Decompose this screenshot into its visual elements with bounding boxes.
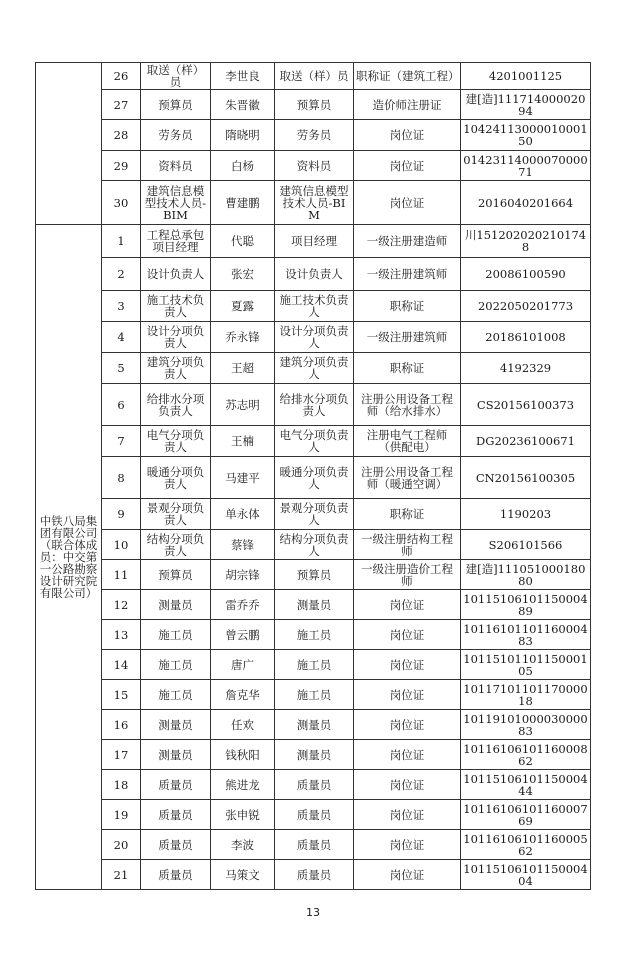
certificate-number-cell: 1011510610115000444 <box>461 770 591 800</box>
certificate-number-cell: 2022050201773 <box>461 291 591 322</box>
row-number-cell: 8 <box>102 457 141 499</box>
table-row <box>36 710 591 740</box>
certificate-number-cell: 0142311400007000071 <box>461 151 591 181</box>
post-cell: 质量员 <box>275 830 354 860</box>
certificate-number-cell: 建[造]11171400002094 <box>461 90 591 120</box>
person-name-cell: 苏志明 <box>211 384 275 426</box>
position-cell: 质量员 <box>141 830 211 860</box>
page-number: 13 <box>306 906 320 919</box>
row-number-cell: 10 <box>102 530 141 560</box>
position-cell: 设计分项负责人 <box>141 322 211 353</box>
certificate-number-cell: S206101566 <box>461 530 591 560</box>
person-name-cell: 李世良 <box>211 63 275 90</box>
company-cell <box>36 63 102 225</box>
person-name-cell: 张宏 <box>211 258 275 291</box>
certificate-type-cell: 岗位证 <box>354 151 461 181</box>
person-name-cell: 曾云鹏 <box>211 620 275 650</box>
row-number-cell: 12 <box>102 590 141 620</box>
position-cell: 质量员 <box>141 860 211 890</box>
person-name-cell: 詹克华 <box>211 680 275 710</box>
position-cell: 劳务员 <box>141 120 211 151</box>
certificate-number-cell: 建[造]11105100018080 <box>461 560 591 590</box>
personnel-table <box>35 62 591 890</box>
post-cell: 质量员 <box>275 860 354 890</box>
table-row <box>36 63 591 90</box>
row-number-cell: 3 <box>102 291 141 322</box>
row-number-cell: 9 <box>102 499 141 530</box>
post-cell: 景观分项负责人 <box>275 499 354 530</box>
certificate-type-cell: 注册公用设备工程师（暖通空调） <box>354 457 461 499</box>
certificate-type-cell: 一级注册造价工程师 <box>354 560 461 590</box>
person-name-cell: 王楠 <box>211 426 275 457</box>
post-cell: 建筑分项负责人 <box>275 353 354 384</box>
row-number-cell: 13 <box>102 620 141 650</box>
certificate-number-cell: CS20156100373 <box>461 384 591 426</box>
post-cell: 项目经理 <box>275 225 354 258</box>
table-row <box>36 151 591 181</box>
certificate-type-cell: 岗位证 <box>354 590 461 620</box>
position-cell: 测量员 <box>141 740 211 770</box>
position-cell: 建筑信息模型技术人员-BIM <box>141 181 211 225</box>
certificate-type-cell: 岗位证 <box>354 650 461 680</box>
row-number-cell: 29 <box>102 151 141 181</box>
row-number-cell: 5 <box>102 353 141 384</box>
row-number-cell: 21 <box>102 860 141 890</box>
post-cell: 施工技术负责人 <box>275 291 354 322</box>
position-cell: 施工技术负责人 <box>141 291 211 322</box>
certificate-number-cell: 101151061011500048​9 <box>461 590 591 620</box>
post-cell: 质量员 <box>275 800 354 830</box>
post-cell: 测量员 <box>275 710 354 740</box>
person-name-cell: 蔡锋 <box>211 530 275 560</box>
post-cell: 暖通分项负责人 <box>275 457 354 499</box>
certificate-number-cell: 2016040201664 <box>461 181 591 225</box>
position-cell: 工程总承包项目经理 <box>141 225 211 258</box>
certificate-number-cell: 1011610110116000483 <box>461 620 591 650</box>
post-cell: 取送（样）员 <box>275 63 354 90</box>
person-name-cell: 代聪 <box>211 225 275 258</box>
row-number-cell: 15 <box>102 680 141 710</box>
table-row <box>36 291 591 322</box>
person-name-cell: 胡宗锋 <box>211 560 275 590</box>
certificate-number-cell: DG20236100671 <box>461 426 591 457</box>
position-cell: 建筑分项负责人 <box>141 353 211 384</box>
table-row <box>36 181 591 225</box>
post-cell: 给排水分项负责人 <box>275 384 354 426</box>
certificate-number-cell: 1011510110115000105 <box>461 650 591 680</box>
certificate-number-cell: 1011610610116000862 <box>461 740 591 770</box>
post-cell: 质量员 <box>275 770 354 800</box>
table-row <box>36 860 591 890</box>
post-cell: 建筑信息模型技术人员-BIM <box>275 181 354 225</box>
table-row <box>36 225 591 258</box>
post-cell: 测量员 <box>275 590 354 620</box>
certificate-type-cell: 职称证（建筑工程） <box>354 63 461 90</box>
person-name-cell: 单永体 <box>211 499 275 530</box>
post-cell: 施工员 <box>275 680 354 710</box>
certificate-type-cell: 注册电气工程师（供配电） <box>354 426 461 457</box>
position-cell: 预算员 <box>141 560 211 590</box>
post-cell: 预算员 <box>275 560 354 590</box>
row-number-cell: 11 <box>102 560 141 590</box>
certificate-type-cell: 岗位证 <box>354 860 461 890</box>
row-number-cell: 7 <box>102 426 141 457</box>
table-row <box>36 120 591 151</box>
position-cell: 测量员 <box>141 590 211 620</box>
post-cell: 测量员 <box>275 740 354 770</box>
person-name-cell: 钱秋阳 <box>211 740 275 770</box>
row-number-cell: 6 <box>102 384 141 426</box>
table-row <box>36 258 591 291</box>
company-cell: 中铁八局集团有限公司（联合体成员：中交第一公路勘察设计研究院有限公司） <box>36 225 102 890</box>
row-number-cell: 19 <box>102 800 141 830</box>
certificate-type-cell: 岗位证 <box>354 740 461 770</box>
person-name-cell: 任欢 <box>211 710 275 740</box>
row-number-cell: 4 <box>102 322 141 353</box>
person-name-cell: 张申锐 <box>211 800 275 830</box>
position-cell: 施工员 <box>141 620 211 650</box>
row-number-cell: 18 <box>102 770 141 800</box>
person-name-cell: 马建平 <box>211 457 275 499</box>
position-cell: 取送（样）员 <box>141 63 211 90</box>
row-number-cell: 1 <box>102 225 141 258</box>
post-cell: 施工员 <box>275 650 354 680</box>
post-cell: 预算员 <box>275 90 354 120</box>
certificate-type-cell: 岗位证 <box>354 800 461 830</box>
certificate-number-cell: 1011710110117000018 <box>461 680 591 710</box>
certificate-type-cell: 岗位证 <box>354 710 461 740</box>
certificate-number-cell: 1190203 <box>461 499 591 530</box>
certificate-number-cell: 4192329 <box>461 353 591 384</box>
person-name-cell: 乔永锋 <box>211 322 275 353</box>
row-number-cell: 28 <box>102 120 141 151</box>
person-name-cell: 夏露 <box>211 291 275 322</box>
certificate-type-cell: 岗位证 <box>354 830 461 860</box>
person-name-cell: 曹建鹏 <box>211 181 275 225</box>
post-cell: 劳务员 <box>275 120 354 151</box>
table-row <box>36 457 591 499</box>
certificate-type-cell: 一级注册建造师 <box>354 225 461 258</box>
post-cell: 电气分项负责人 <box>275 426 354 457</box>
certificate-number-cell: CN20156100305 <box>461 457 591 499</box>
position-cell: 资料员 <box>141 151 211 181</box>
certificate-type-cell: 一级注册建筑师 <box>354 322 461 353</box>
person-name-cell: 隋晓明 <box>211 120 275 151</box>
position-cell: 预算员 <box>141 90 211 120</box>
person-name-cell: 朱晋徽 <box>211 90 275 120</box>
table-row <box>36 620 591 650</box>
position-cell: 景观分项负责人 <box>141 499 211 530</box>
table-row <box>36 590 591 620</box>
table-row <box>36 740 591 770</box>
position-cell: 暖通分项负责人 <box>141 457 211 499</box>
table-row <box>36 322 591 353</box>
certificate-type-cell: 岗位证 <box>354 120 461 151</box>
table-row <box>36 499 591 530</box>
certificate-type-cell: 注册公用设备工程师（给水排水） <box>354 384 461 426</box>
certificate-number-cell: 1011510610115000404 <box>461 860 591 890</box>
certificate-number-cell: 1011610610116000562 <box>461 830 591 860</box>
row-number-cell: 30 <box>102 181 141 225</box>
position-cell: 给排水分项负责人 <box>141 384 211 426</box>
table-row <box>36 90 591 120</box>
certificate-number-cell: 20186101008 <box>461 322 591 353</box>
row-number-cell: 17 <box>102 740 141 770</box>
table-row <box>36 353 591 384</box>
post-cell: 资料员 <box>275 151 354 181</box>
table-row <box>36 770 591 800</box>
certificate-type-cell: 岗位证 <box>354 770 461 800</box>
personnel-table-body <box>36 63 591 890</box>
certificate-type-cell: 岗位证 <box>354 181 461 225</box>
position-cell: 电气分项负责人 <box>141 426 211 457</box>
certificate-number-cell: 川1512020202101748 <box>461 225 591 258</box>
row-number-cell: 26 <box>102 63 141 90</box>
certificate-type-cell: 岗位证 <box>354 680 461 710</box>
table-row <box>36 560 591 590</box>
table-row <box>36 830 591 860</box>
person-name-cell: 唐广 <box>211 650 275 680</box>
position-cell: 设计负责人 <box>141 258 211 291</box>
certificate-type-cell: 职称证 <box>354 499 461 530</box>
table-row <box>36 800 591 830</box>
person-name-cell: 李波 <box>211 830 275 860</box>
certificate-type-cell: 岗位证 <box>354 620 461 650</box>
row-number-cell: 14 <box>102 650 141 680</box>
row-number-cell: 16 <box>102 710 141 740</box>
row-number-cell: 27 <box>102 90 141 120</box>
certificate-type-cell: 造价师注册证 <box>354 90 461 120</box>
certificate-number-cell: 20086100590 <box>461 258 591 291</box>
person-name-cell: 雷乔乔 <box>211 590 275 620</box>
post-cell: 设计分项负责人 <box>275 322 354 353</box>
position-cell: 质量员 <box>141 770 211 800</box>
row-number-cell: 2 <box>102 258 141 291</box>
person-name-cell: 王超 <box>211 353 275 384</box>
certificate-type-cell: 一级注册结构工程师 <box>354 530 461 560</box>
table-row <box>36 530 591 560</box>
post-cell: 设计负责人 <box>275 258 354 291</box>
certificate-type-cell: 一级注册建筑师 <box>354 258 461 291</box>
position-cell: 结构分项负责人 <box>141 530 211 560</box>
position-cell: 施工员 <box>141 650 211 680</box>
person-name-cell: 熊进龙 <box>211 770 275 800</box>
certificate-number-cell: 1011910100003000083 <box>461 710 591 740</box>
table-row <box>36 384 591 426</box>
certificate-number-cell: 4201001125 <box>461 63 591 90</box>
position-cell: 测量员 <box>141 710 211 740</box>
certificate-number-cell: 1011610610116000769 <box>461 800 591 830</box>
post-cell: 结构分项负责人 <box>275 530 354 560</box>
post-cell: 施工员 <box>275 620 354 650</box>
position-cell: 质量员 <box>141 800 211 830</box>
row-number-cell: 20 <box>102 830 141 860</box>
certificate-type-cell: 职称证 <box>354 291 461 322</box>
table-row <box>36 426 591 457</box>
table-row <box>36 680 591 710</box>
table-row <box>36 650 591 680</box>
certificate-number-cell: 1042411300001000150 <box>461 120 591 151</box>
position-cell: 施工员 <box>141 680 211 710</box>
person-name-cell: 白杨 <box>211 151 275 181</box>
person-name-cell: 马策文 <box>211 860 275 890</box>
certificate-type-cell: 职称证 <box>354 353 461 384</box>
